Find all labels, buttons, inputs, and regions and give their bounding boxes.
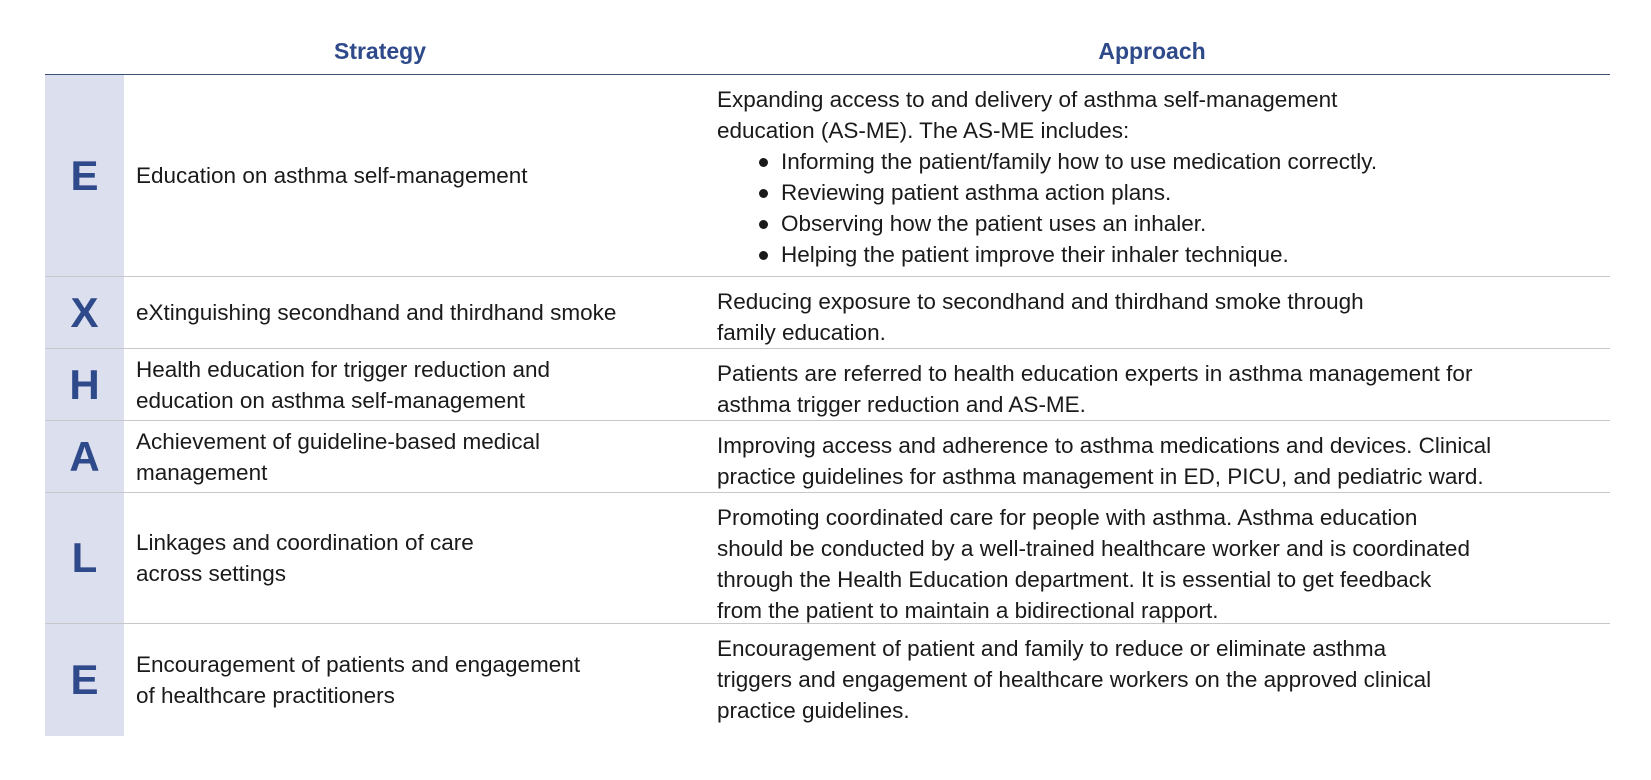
- exhale-strategy-table: [45, 32, 1610, 736]
- approach-text: practice guidelines for asthma management in ED, PICU, and pediatric ward.: [717, 464, 1484, 489]
- table-header: [45, 32, 1610, 75]
- approach-cell: [717, 624, 1610, 736]
- approach-text: Expanding access to and delivery of asthma self-management: [717, 87, 1338, 112]
- approach-text: Reducing exposure to secondhand and thirdhand smoke through: [717, 289, 1364, 314]
- strategy-text: Encouragement of patients and engagement: [136, 652, 581, 677]
- list-item: Observing how the patient uses an inhaler.: [759, 208, 1610, 239]
- approach-cell: [717, 277, 1610, 348]
- strategy-text: eXtinguishing secondhand and thirdhand smoke: [136, 300, 617, 325]
- strategy-text: education on asthma self-management: [136, 387, 525, 413]
- list-item: Reviewing patient asthma action plans.: [759, 177, 1610, 208]
- acronym-letter: L: [45, 493, 124, 623]
- table-row: [45, 493, 1610, 624]
- approach-text: Encouragement of patient and family to reduce or eliminate asthma: [717, 636, 1387, 661]
- list-item: Informing the patient/family how to use medication correctly.: [759, 146, 1610, 177]
- strategy-cell: [124, 493, 717, 623]
- acronym-letter: E: [45, 75, 124, 276]
- table-row: [45, 421, 1610, 493]
- approach-text: asthma trigger reduction and AS-ME.: [717, 392, 1086, 417]
- acronym-letter: H: [45, 349, 124, 420]
- table-row: [45, 349, 1610, 421]
- strategy-cell: [124, 349, 717, 420]
- strategy-cell: [124, 277, 717, 348]
- table-row: [45, 75, 1610, 277]
- acronym-letter: X: [45, 277, 124, 348]
- strategy-column-header: Strategy: [333, 38, 427, 64]
- approach-text: should be conducted by a well-trained healthcare worker and is coordinated: [717, 536, 1470, 561]
- strategy-text: management: [136, 459, 268, 485]
- approach-cell: [717, 421, 1610, 492]
- approach-text: Promoting coordinated care for people with asthma. Asthma education: [717, 505, 1418, 530]
- approach-text: through the Health Education department. It is essential to get feedback: [717, 567, 1432, 592]
- approach-text: triggers and engagement of healthcare workers on the approved clinical: [717, 667, 1432, 692]
- strategy-text: Education on asthma self-management: [136, 163, 528, 188]
- approach-column-header: Approach: [1098, 38, 1206, 64]
- acronym-letter: A: [45, 421, 124, 492]
- table-row: [45, 277, 1610, 349]
- approach-text: Improving access and adherence to asthma medications and devices. Clinical: [717, 433, 1492, 458]
- acronym-letter: E: [45, 624, 124, 736]
- strategy-text: across settings: [136, 561, 287, 586]
- strategy-text: Linkages and coordination of care: [136, 530, 474, 555]
- approach-text: family education.: [717, 320, 886, 345]
- strategy-text: Health education for trigger reduction and: [136, 356, 551, 382]
- strategy-text: of healthcare practitioners: [136, 683, 395, 708]
- approach-text: from the patient to maintain a bidirectional rapport.: [717, 598, 1219, 623]
- approach-bullet-list: [717, 146, 1610, 270]
- strategy-cell: [124, 421, 717, 492]
- approach-cell: [717, 349, 1610, 420]
- approach-cell: [717, 75, 1610, 276]
- strategy-cell: [124, 624, 717, 736]
- approach-text: practice guidelines.: [717, 698, 910, 723]
- list-item: Helping the patient improve their inhaler technique.: [759, 239, 1610, 270]
- strategy-cell: [124, 75, 717, 276]
- approach-text: education (AS-ME). The AS-ME includes:: [717, 118, 1130, 143]
- approach-cell: [717, 493, 1610, 623]
- approach-text: Patients are referred to health education experts in asthma management for: [717, 361, 1473, 386]
- table-row: [45, 624, 1610, 736]
- strategy-text: Achievement of guideline-based medical: [136, 428, 540, 454]
